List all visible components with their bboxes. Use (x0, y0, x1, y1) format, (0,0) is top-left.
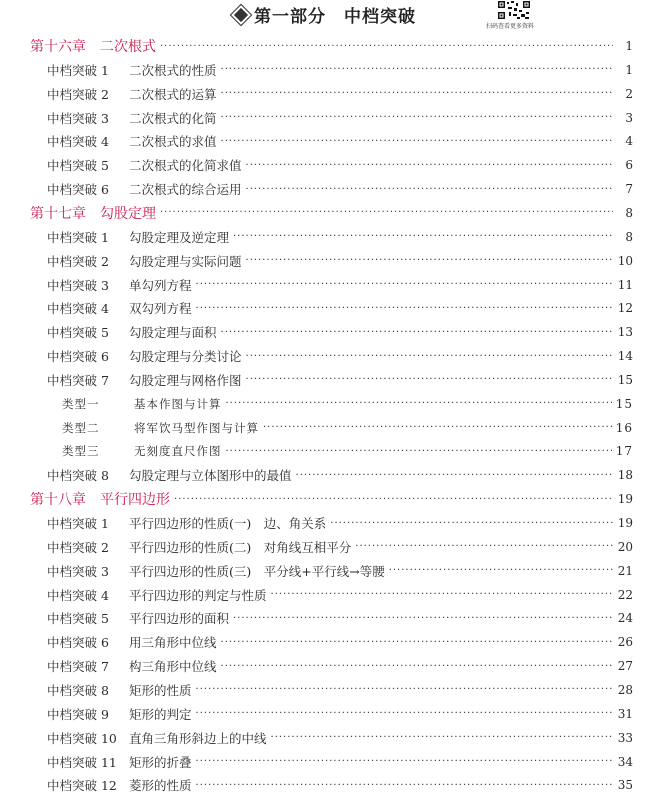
toc-item-row[interactable] (47, 298, 633, 318)
leader-dots (226, 446, 612, 457)
toc-page-number: 2 (625, 86, 633, 101)
toc-title: 勾股定理与分类讨论 (129, 349, 242, 365)
toc-title: 勾股定理与面积 (129, 325, 217, 341)
toc-title: 基本作图与计算 (134, 396, 222, 411)
leader-dots (196, 780, 613, 791)
toc-title: 勾股定理与网格作图 (129, 372, 242, 388)
leader-dots (330, 518, 613, 529)
toc-number: 中档突破 11 (47, 754, 117, 770)
toc-number: 中档突破 5 (47, 158, 109, 174)
leader-dots (221, 112, 613, 123)
toc-title: 勾股定理及逆定理 (129, 229, 230, 245)
toc-title: 勾股定理 (100, 205, 156, 222)
toc-title: 菱形的性质 (129, 778, 192, 794)
toc-title: 平行四边形的性质(一) 边、角关系 (129, 516, 327, 531)
toc-item-row[interactable] (47, 680, 633, 700)
toc-item-row[interactable] (47, 728, 633, 748)
toc-chapter-row[interactable] (30, 203, 633, 223)
leader-dots (226, 398, 612, 409)
toc-number: 中档突破 1 (47, 62, 109, 78)
toc-title: 二次根式的化简 (129, 110, 217, 126)
toc-title: 构三角形中位线 (129, 659, 217, 675)
toc-page-number: 1 (625, 39, 633, 53)
toc-number: 类型二 (62, 420, 100, 435)
toc-title: 平行四边形的面积 (129, 611, 230, 627)
toc-subitem-row[interactable] (62, 441, 633, 461)
toc-title: 矩形的性质 (129, 682, 192, 698)
leader-dots (233, 231, 613, 242)
leader-dots (296, 470, 613, 481)
toc-title: 平行四边形 (100, 492, 170, 509)
leader-dots (246, 351, 613, 362)
toc-item-row[interactable] (47, 322, 633, 342)
toc-page-number: 27 (617, 659, 633, 674)
toc-title: 二次根式的性质 (129, 62, 217, 78)
toc-page-number: 26 (617, 635, 633, 650)
toc-number: 中档突破 12 (47, 778, 117, 794)
toc-number: 中档突破 5 (47, 611, 109, 627)
toc-page-number: 1 (625, 62, 633, 77)
toc-page-number: 24 (617, 611, 633, 626)
toc-item-row[interactable] (47, 275, 633, 295)
toc-page-number: 15 (617, 372, 633, 387)
toc-page-number: 8 (625, 205, 633, 220)
toc-number: 类型三 (62, 444, 100, 459)
toc-number: 中档突破 2 (47, 539, 109, 555)
toc-number: 中档突破 8 (47, 682, 109, 698)
toc-item-row[interactable] (47, 108, 633, 128)
toc-title: 将军饮马型作图与计算 (134, 420, 259, 435)
toc-number: 中档突破 6 (47, 635, 109, 651)
leader-dots (160, 41, 613, 52)
toc-title: 单勾列方程 (129, 277, 192, 293)
toc-item-row[interactable] (47, 752, 633, 772)
leader-dots (196, 684, 613, 695)
toc-title: 无刻度直尺作图 (134, 444, 222, 459)
toc-item-row[interactable] (47, 370, 633, 390)
toc-item-row[interactable] (47, 227, 633, 247)
qr-caption: 扫码查看更多资料 (486, 23, 535, 30)
toc-item-row[interactable] (47, 704, 633, 724)
toc-page-number: 20 (617, 539, 633, 554)
toc-page-number: 14 (617, 349, 633, 364)
toc-number: 中档突破 10 (47, 730, 117, 746)
toc-page-number: 16 (615, 420, 633, 435)
toc-page-number: 11 (617, 277, 633, 292)
toc-item-row[interactable] (47, 537, 633, 557)
toc-number: 中档突破 7 (47, 659, 109, 675)
toc-page-number: 7 (625, 182, 633, 197)
toc-page-number: 34 (617, 754, 633, 769)
toc-item-row[interactable] (47, 561, 633, 581)
toc-page-number: 35 (617, 778, 633, 793)
toc-page-number: 19 (617, 516, 633, 530)
leader-dots (221, 327, 613, 338)
leader-dots (233, 613, 613, 624)
toc-page-number: 13 (617, 325, 633, 340)
toc-page-number: 33 (617, 730, 633, 745)
toc-item-row[interactable] (47, 179, 633, 199)
leader-dots (174, 494, 613, 505)
toc-item-row[interactable] (47, 465, 633, 485)
toc-item-row[interactable] (47, 632, 633, 652)
toc-item-row[interactable] (47, 608, 633, 628)
toc-number: 中档突破 2 (47, 86, 109, 102)
toc-page-number: 3 (625, 110, 633, 125)
toc-title: 用三角形中位线 (129, 635, 217, 651)
toc-title: 勾股定理与实际问题 (129, 253, 242, 269)
toc-title: 二次根式的运算 (129, 86, 217, 102)
toc-number: 中档突破 6 (47, 182, 109, 198)
toc-chapter-row[interactable] (30, 489, 633, 509)
toc-page-number: 10 (617, 253, 633, 268)
toc-number: 中档突破 4 (47, 301, 109, 317)
toc-number: 中档突破 1 (47, 229, 109, 245)
toc-number: 类型一 (62, 396, 100, 411)
toc-title: 矩形的折叠 (129, 754, 192, 770)
toc-number: 中档突破 1 (47, 516, 109, 531)
toc-number: 中档突破 6 (47, 349, 109, 365)
toc-page-number: 19 (617, 492, 633, 507)
leader-dots (246, 255, 613, 266)
toc-subitem-row[interactable] (62, 418, 633, 438)
toc-item-row[interactable] (47, 775, 633, 795)
leader-dots (221, 661, 613, 672)
toc-number: 中档突破 9 (47, 706, 109, 722)
leader-dots (246, 184, 613, 195)
qr-code-icon[interactable] (497, 0, 531, 20)
toc-number: 中档突破 3 (47, 277, 109, 293)
toc-item-row[interactable] (47, 513, 633, 533)
leader-dots (263, 422, 612, 433)
toc-page-number: 6 (625, 158, 633, 173)
leader-dots (221, 637, 613, 648)
toc-title: 直角三角形斜边上的中线 (129, 730, 267, 746)
leader-dots (246, 374, 613, 385)
toc-page-number: 18 (617, 468, 633, 483)
toc-item-row[interactable] (47, 84, 633, 104)
toc-item-row[interactable] (47, 656, 633, 676)
diamond-icon (234, 8, 248, 22)
leader-dots (389, 565, 613, 576)
toc-title: 平行四边形的性质(二) 对角线互相平分 (129, 539, 352, 555)
toc-title: 二次根式 (100, 39, 156, 55)
leader-dots (196, 279, 613, 290)
toc-title: 勾股定理与立体图形中的最值 (129, 468, 292, 484)
leader-dots (221, 136, 613, 147)
leader-dots (271, 732, 613, 743)
toc-page-number: 8 (625, 229, 633, 244)
toc-title: 二次根式的化简求值 (129, 158, 242, 174)
toc-item-row[interactable] (47, 346, 633, 366)
toc-number: 中档突破 3 (47, 563, 109, 579)
part-title-text: 第一部分 中档突破 (254, 7, 416, 27)
leader-dots (355, 541, 613, 552)
part-title (236, 2, 416, 27)
toc-number: 第十六章 (30, 39, 86, 55)
toc-item-row[interactable] (47, 251, 633, 271)
toc-chapter-row[interactable] (30, 36, 633, 56)
toc-number: 中档突破 8 (47, 468, 109, 484)
leader-dots (271, 589, 613, 600)
toc-title: 平行四边形的性质(三) 平分线+平行线→等腰 (129, 563, 385, 579)
toc-number: 第十七章 (30, 205, 86, 222)
leader-dots (246, 160, 613, 171)
toc-title: 双勾列方程 (129, 301, 192, 317)
toc-number: 中档突破 2 (47, 253, 109, 269)
leader-dots (221, 64, 613, 75)
toc-item-row[interactable] (47, 60, 633, 80)
toc-item-row[interactable] (47, 585, 633, 605)
toc-page-number: 15 (615, 396, 633, 411)
toc-page-number: 31 (617, 706, 633, 721)
toc-item-row[interactable] (47, 155, 633, 175)
toc-number: 中档突破 4 (47, 134, 109, 150)
toc-number: 中档突破 5 (47, 325, 109, 341)
toc-title: 二次根式的求值 (129, 134, 217, 150)
toc-title: 二次根式的综合运用 (129, 182, 242, 198)
toc-title: 平行四边形的判定与性质 (129, 587, 267, 603)
toc-page-number: 21 (617, 563, 633, 578)
leader-dots (196, 303, 613, 314)
toc-page-number: 12 (617, 301, 633, 316)
toc-number: 中档突破 3 (47, 110, 109, 126)
leader-dots (221, 88, 613, 99)
toc-number: 中档突破 4 (47, 587, 109, 603)
toc-number: 中档突破 7 (47, 372, 109, 388)
toc-page-number: 17 (615, 444, 633, 459)
toc-page-number: 4 (625, 134, 633, 149)
leader-dots (196, 708, 613, 719)
toc-subitem-row[interactable] (62, 394, 633, 414)
toc-page-number: 22 (617, 587, 633, 602)
toc-item-row[interactable] (47, 131, 633, 151)
page-header (0, 0, 663, 40)
toc-number: 第十八章 (30, 492, 86, 509)
leader-dots (196, 756, 613, 767)
toc-title: 矩形的判定 (129, 706, 192, 722)
leader-dots (160, 207, 613, 218)
toc-page-number: 28 (617, 682, 633, 697)
